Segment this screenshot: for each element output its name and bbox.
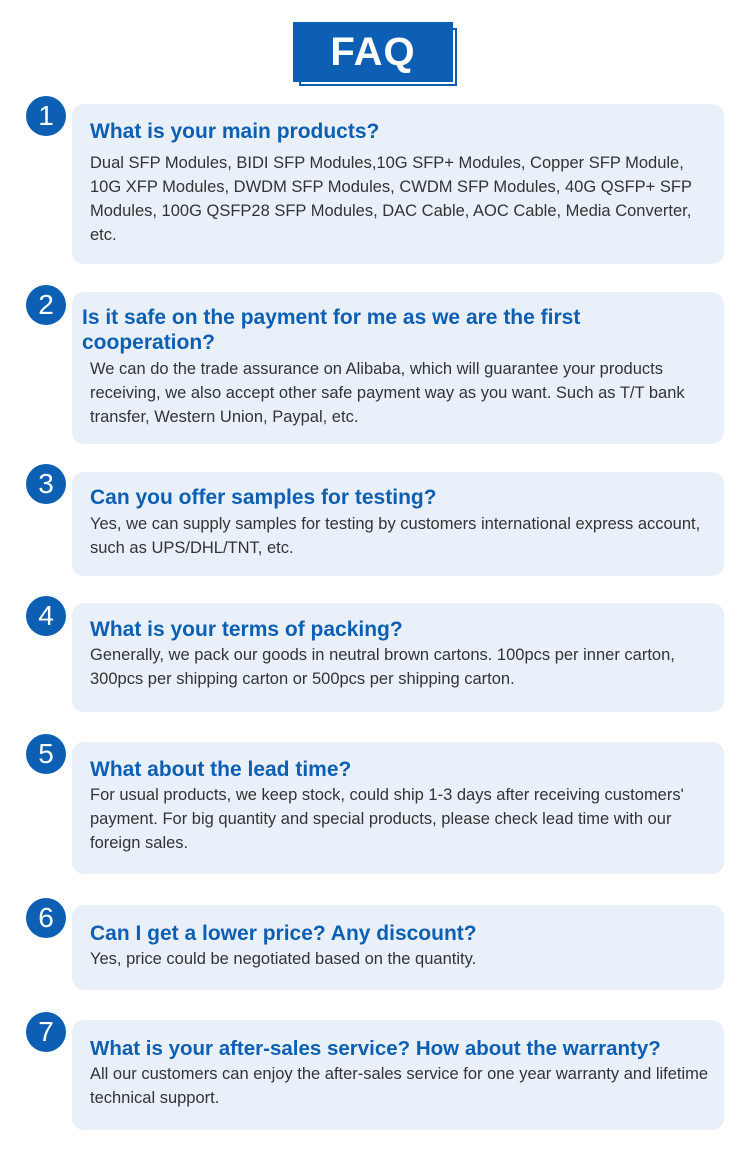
faq-number-5: 5: [26, 734, 66, 774]
faq-question-5: What about the lead time?: [90, 758, 352, 781]
faq-number-2: 2: [26, 285, 66, 325]
faq-answer-7: All our customers can enjoy the after-sales service for one year warranty and lifetime technical support.: [90, 1065, 709, 1107]
faq-answer-3: Yes, we can supply samples for testing by customers international express account, such as UPS/DHL/TNT, etc.: [90, 515, 701, 557]
faq-answer-4: Generally, we pack our goods in neutral brown cartons. 100pcs per inner carton, 300pcs per shipping carton or 500pcs per shipping carton.: [90, 646, 675, 688]
faq-question-6: Can I get a lower price? Any discount?: [90, 922, 477, 945]
faq-number-7: 7: [26, 1012, 66, 1052]
faq-number-1: 1: [26, 96, 66, 136]
faq-number-3: 3: [26, 464, 66, 504]
faq-answer-6: Yes, price could be negotiated based on the quantity.: [90, 950, 477, 968]
faq-title-badge: [293, 22, 459, 88]
faq-question-1: What is your main products?: [90, 120, 380, 143]
faq-question-4: What is your terms of packing?: [90, 618, 403, 641]
page-title: FAQ: [293, 22, 453, 82]
faq-question-7: What is your after-sales service? How about the warranty?: [90, 1037, 661, 1060]
faq-answer-1: Dual SFP Modules, BIDI SFP Modules,10G SFP+ Modules, Copper SFP Module, 10G XFP Modules, DWDM SFP Modules, CWDM SFP Modules, 40G QSFP+ SFP Modules, 100G QSFP28 SFP Modules, DAC Cable, AOC Cable, Media Converter, etc.: [90, 154, 692, 244]
faq-answer-5: For usual products, we keep stock, could ship 1-3 days after receiving customers' payment. For big quantity and special products, please check lead time with our foreign sales.: [90, 786, 684, 852]
faq-number-6: 6: [26, 898, 66, 938]
faq-question-2: Is it safe on the payment for me as we are the first cooperation?: [82, 306, 581, 354]
faq-number-4: 4: [26, 596, 66, 636]
faq-answer-2: We can do the trade assurance on Alibaba, which will guarantee your products receiving, we also accept other safe payment way as you want. Such as T/T bank transfer, Western Union, Paypal, etc.: [90, 360, 685, 426]
faq-question-3: Can you offer samples for testing?: [90, 486, 437, 509]
